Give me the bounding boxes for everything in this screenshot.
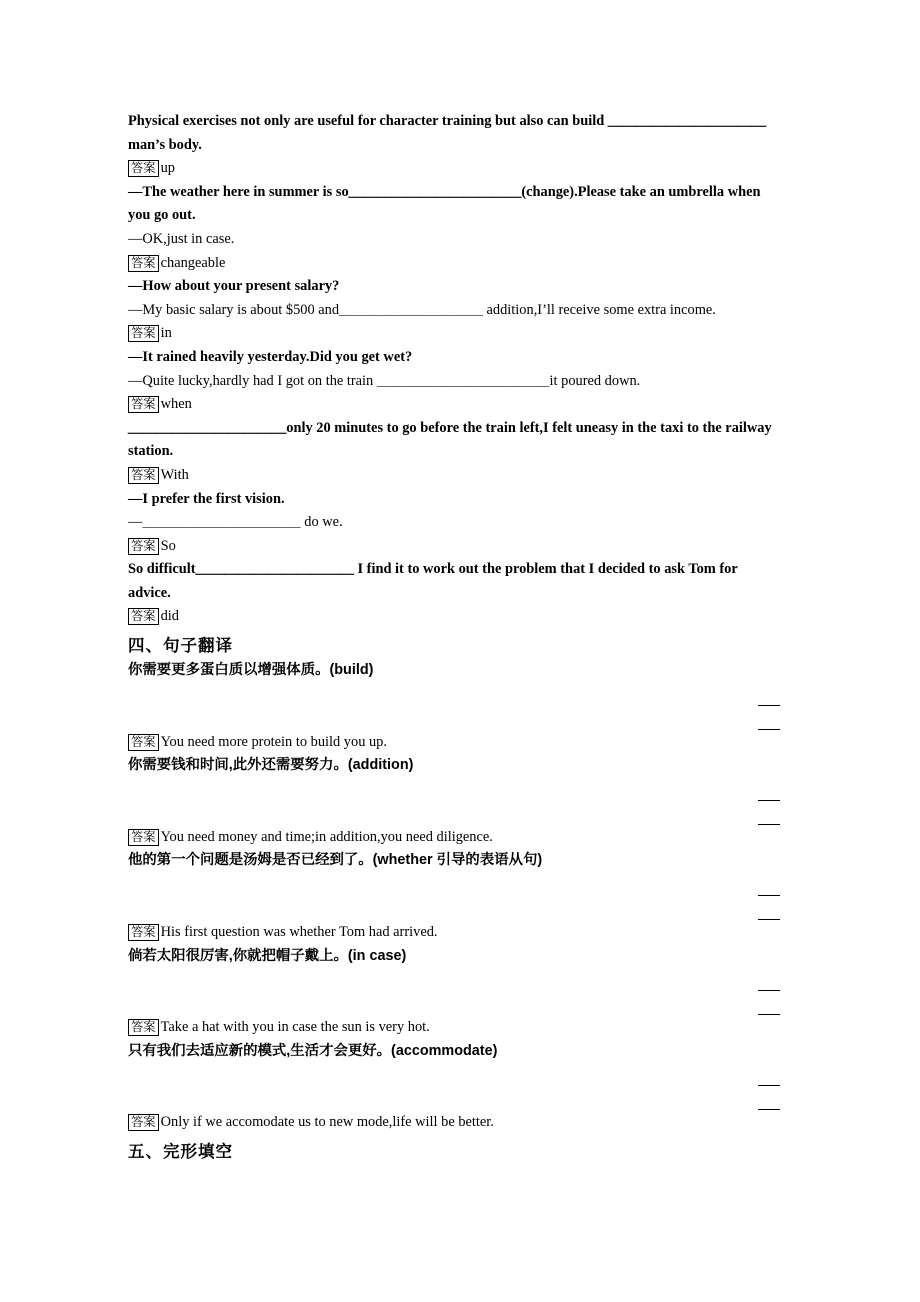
question-8-text: ＿＿＿＿＿＿＿＿＿＿＿only 20 minutes to go before the train left,I felt uneasy in the taxi to the railway station. — [128, 419, 772, 460]
writing-space-1 — [128, 683, 780, 731]
translation-2-answer-text: You need money and time;in addition,you need diligence. — [160, 828, 493, 845]
answer-4-text: up — [160, 160, 175, 177]
translation-3-prompt — [128, 849, 780, 873]
translation-1-prompt — [128, 659, 780, 683]
answer-badge: 答案 — [128, 1019, 159, 1036]
answer-badge: 答案 — [128, 924, 159, 941]
question-6-text: —How about your present salary? — [128, 278, 340, 295]
translation-2-text: 你需要钱和时间,此外还需要努力。(addition) — [128, 757, 414, 774]
translation-1-answer — [128, 731, 780, 755]
writing-rule — [758, 1109, 780, 1110]
translation-4-prompt — [128, 945, 780, 969]
question-5-text: —The weather here in summer is so＿＿＿＿＿＿＿＿＿＿＿＿(change).Please take an umbrella when you go out. — [128, 183, 761, 224]
question-9 — [128, 488, 780, 512]
translation-5-text: 只有我们去适应新的模式,生活才会更好。(accommodate) — [128, 1042, 498, 1059]
translation-5-answer — [128, 1111, 780, 1135]
question-9-line2: —＿＿＿＿＿＿＿＿＿＿＿ do we. — [128, 514, 343, 531]
writing-rule — [758, 919, 780, 920]
writing-space-2 — [128, 778, 780, 826]
answer-badge: 答案 — [128, 160, 159, 177]
writing-rule — [758, 990, 780, 991]
writing-rule — [758, 705, 780, 706]
answer-badge: 答案 — [128, 829, 159, 846]
translation-3-answer — [128, 921, 780, 945]
answer-9 — [128, 535, 780, 559]
answer-8 — [128, 464, 780, 488]
answer-badge: 答案 — [128, 538, 159, 555]
answer-badge: 答案 — [128, 608, 159, 625]
section-heading-translation: 四、句子翻译 — [128, 637, 233, 656]
answer-10 — [128, 605, 780, 629]
question-7-line2: —Quite lucky,hardly had I got on the train ＿＿＿＿＿＿＿＿＿＿＿＿it poured down. — [128, 372, 641, 389]
translation-2-prompt — [128, 754, 780, 778]
writing-rule — [758, 895, 780, 896]
answer-badge: 答案 — [128, 1114, 159, 1131]
question-8 — [128, 417, 780, 464]
writing-space-4 — [128, 968, 780, 1016]
answer-badge: 答案 — [128, 396, 159, 413]
answer-8-text: With — [160, 466, 189, 483]
question-10-text: So difficult＿＿＿＿＿＿＿＿＿＿＿ I find it to work out the problem that I decided to ask Tom for advice. — [128, 561, 738, 601]
section-heading-cloze: 五、完形填空 — [128, 1143, 233, 1161]
answer-6-text: in — [160, 325, 172, 342]
question-4 — [128, 110, 780, 157]
question-9-text: —I prefer the first vision. — [128, 490, 285, 507]
translation-4-answer-text: Take a hat with you in case the sun is very hot. — [160, 1019, 430, 1036]
answer-9-text: So — [160, 537, 176, 554]
translation-3-text: 他的第一个问题是汤姆是否已经到了。(whether 引导的表语从句) — [128, 852, 543, 869]
writing-rule — [758, 1014, 780, 1015]
translation-1-answer-text: You need more protein to build you up. — [160, 733, 387, 750]
answer-7 — [128, 393, 780, 417]
question-5-line2: —OK,just in case. — [128, 230, 235, 247]
translation-4-answer — [128, 1016, 780, 1040]
answer-badge: 答案 — [128, 467, 159, 484]
question-10 — [128, 558, 780, 605]
translation-1-text: 你需要更多蛋白质以增强体质。(build) — [128, 662, 374, 679]
answer-5 — [128, 252, 780, 276]
answer-10-text: did — [160, 608, 179, 625]
answer-badge: 答案 — [128, 325, 159, 342]
question-6 — [128, 275, 780, 299]
translation-5-answer-text: Only if we accomodate us to new mode,life will be better. — [160, 1114, 494, 1131]
answer-badge: 答案 — [128, 734, 159, 751]
translation-2-answer — [128, 826, 780, 850]
question-4-text: Physical exercises not only are useful for character training but also can build ＿＿＿＿＿＿＿＿＿＿＿ man’s body. — [128, 113, 767, 153]
translation-5-prompt — [128, 1040, 780, 1064]
writing-space-3 — [128, 873, 780, 921]
answer-6 — [128, 322, 780, 346]
writing-rule — [758, 1085, 780, 1086]
answer-5-text: changeable — [160, 254, 226, 271]
translation-3-answer-text: His first question was whether Tom had arrived. — [160, 924, 438, 941]
writing-rule — [758, 729, 780, 730]
translation-4-text: 倘若太阳很厉害,你就把帽子戴上。(in case) — [128, 947, 407, 964]
answer-7-text: when — [160, 396, 192, 413]
answer-4 — [128, 157, 780, 181]
writing-space-5 — [128, 1063, 780, 1111]
question-7-text: —It rained heavily yesterday.Did you get wet? — [128, 348, 413, 365]
question-7 — [128, 346, 780, 370]
question-6-line2: —My basic salary is about $500 and＿＿＿＿＿＿＿＿＿＿ addition,I’ll receive some extra income. — [128, 301, 716, 318]
question-5 — [128, 181, 780, 228]
answer-badge: 答案 — [128, 255, 159, 272]
writing-rule — [758, 800, 780, 801]
writing-rule — [758, 824, 780, 825]
